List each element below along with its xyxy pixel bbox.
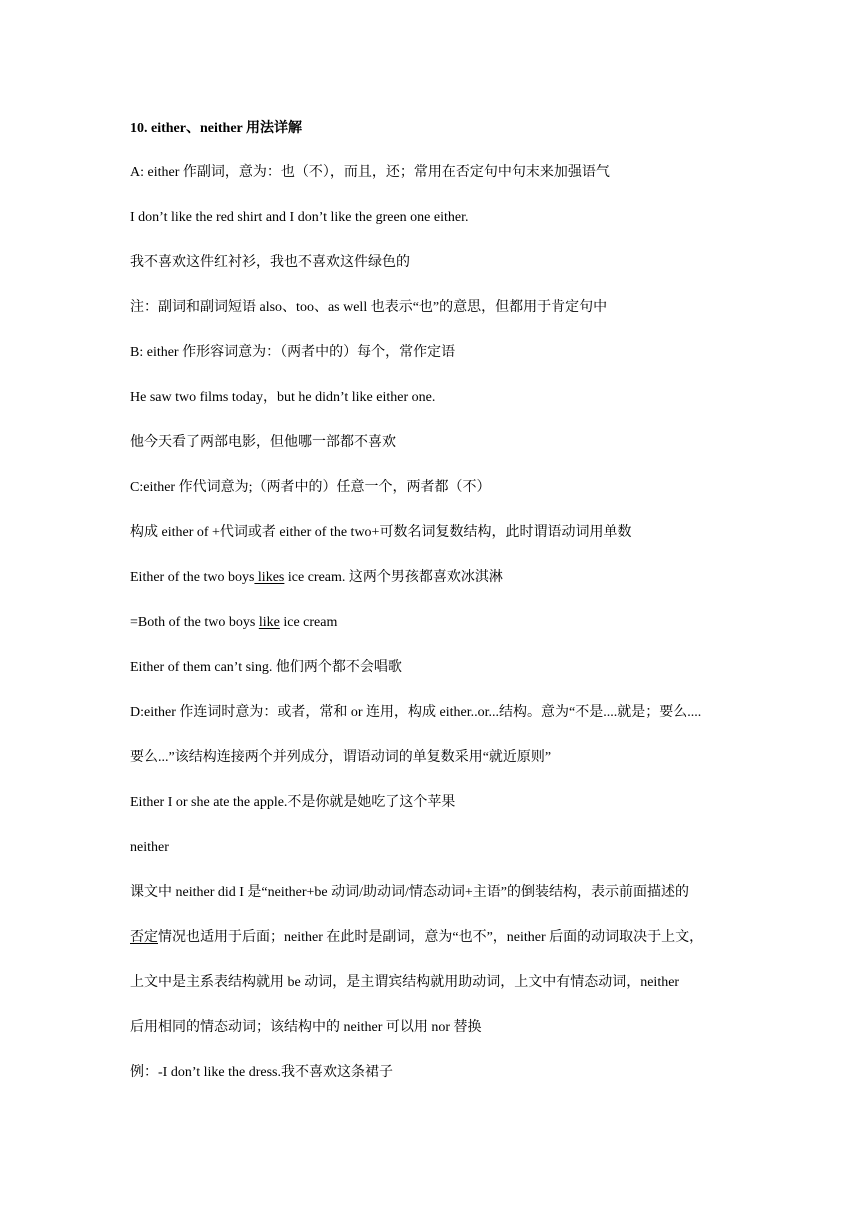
neither-paragraph-line-3: 上文中是主系表结构就用 be 动词，是主谓宾结构就用助动词，上文中有情态动词，neither xyxy=(130,975,680,990)
example-2-verb-underlined: like xyxy=(258,615,280,630)
either-adverb-heading: A: either 作副词，意为：也（不），而且，还；常用在否定句中句末来加强语气 xyxy=(130,165,610,180)
either-conjunction-heading-line-2: 要么...”该结构连接两个并列成分，谓语动词的单复数采用“就近原则” xyxy=(130,750,552,765)
either-pronoun-example-3: Either of them can’t sing. 他们两个都不会唱歌 xyxy=(130,660,402,675)
neither-paragraph-line-4: 后用相同的情态动词；该结构中的 neither 可以用 nor 替换 xyxy=(130,1020,482,1035)
either-pronoun-heading: C:either 作代词意为;（两者中的）任意一个，两者都（不） xyxy=(130,480,491,495)
either-adjective-example-en: He saw two films today，but he didn’t like either one. xyxy=(130,390,436,405)
either-pronoun-rule: 构成 either of +代词或者 either of the two+可数名词复数结构，此时谓语动词用单数 xyxy=(130,525,632,540)
neither-example: 例：-I don’t like the dress.我不喜欢这条裙子 xyxy=(130,1065,393,1080)
either-conjunction-example: Either I or she ate the apple.不是你就是她吃了这个苹果 xyxy=(130,795,456,810)
example-1-end: ice cream. 这两个男孩都喜欢冰淇淋 xyxy=(284,570,503,585)
section-title: 10. either、neither 用法详解 xyxy=(130,121,302,136)
neither-paragraph-line-1: 课文中 neither did I 是“neither+be 动词/助动词/情态动词+主语”的倒装结构，表示前面描述的 xyxy=(130,885,690,900)
either-adjective-heading: B: either 作形容词意为：（两者中的）每个，常作定语 xyxy=(130,345,456,360)
example-1-start: Either of the two boys xyxy=(130,570,255,585)
example-2-start: =Both of the two boys xyxy=(130,615,259,630)
example-2-end: ice cream xyxy=(279,615,338,630)
either-adverb-example-en: I don’t like the red shirt and I don’t like the green one either. xyxy=(130,210,469,225)
either-adverb-note: 注：副词和副词短语 also、too、as well 也表示“也”的意思，但都用于肯定句中 xyxy=(130,300,608,315)
example-1-verb-underlined: likes xyxy=(254,570,285,585)
either-conjunction-heading-line-1: D:either 作连词时意为：或者，常和 or 连用，构成 either..or...结构。意为“不是....就是；要么.... xyxy=(130,705,702,720)
either-pronoun-example-1 xyxy=(130,569,740,587)
neither-paragraph-underlined-word: 否定 xyxy=(130,930,158,945)
either-adverb-example-cn: 我不喜欢这件红衬衫，我也不喜欢这件绿色的 xyxy=(130,255,410,270)
either-adjective-example-cn: 他今天看了两部电影，但他哪一部都不喜欢 xyxy=(130,435,396,450)
neither-paragraph-line-2-rest: 情况也适用于后面；neither 在此时是副词，意为“也不”，neither 后面的动词取决于上文， xyxy=(158,930,704,945)
neither-heading: neither xyxy=(130,840,169,855)
neither-paragraph-line-2 xyxy=(130,929,740,947)
either-pronoun-example-2 xyxy=(130,614,740,632)
